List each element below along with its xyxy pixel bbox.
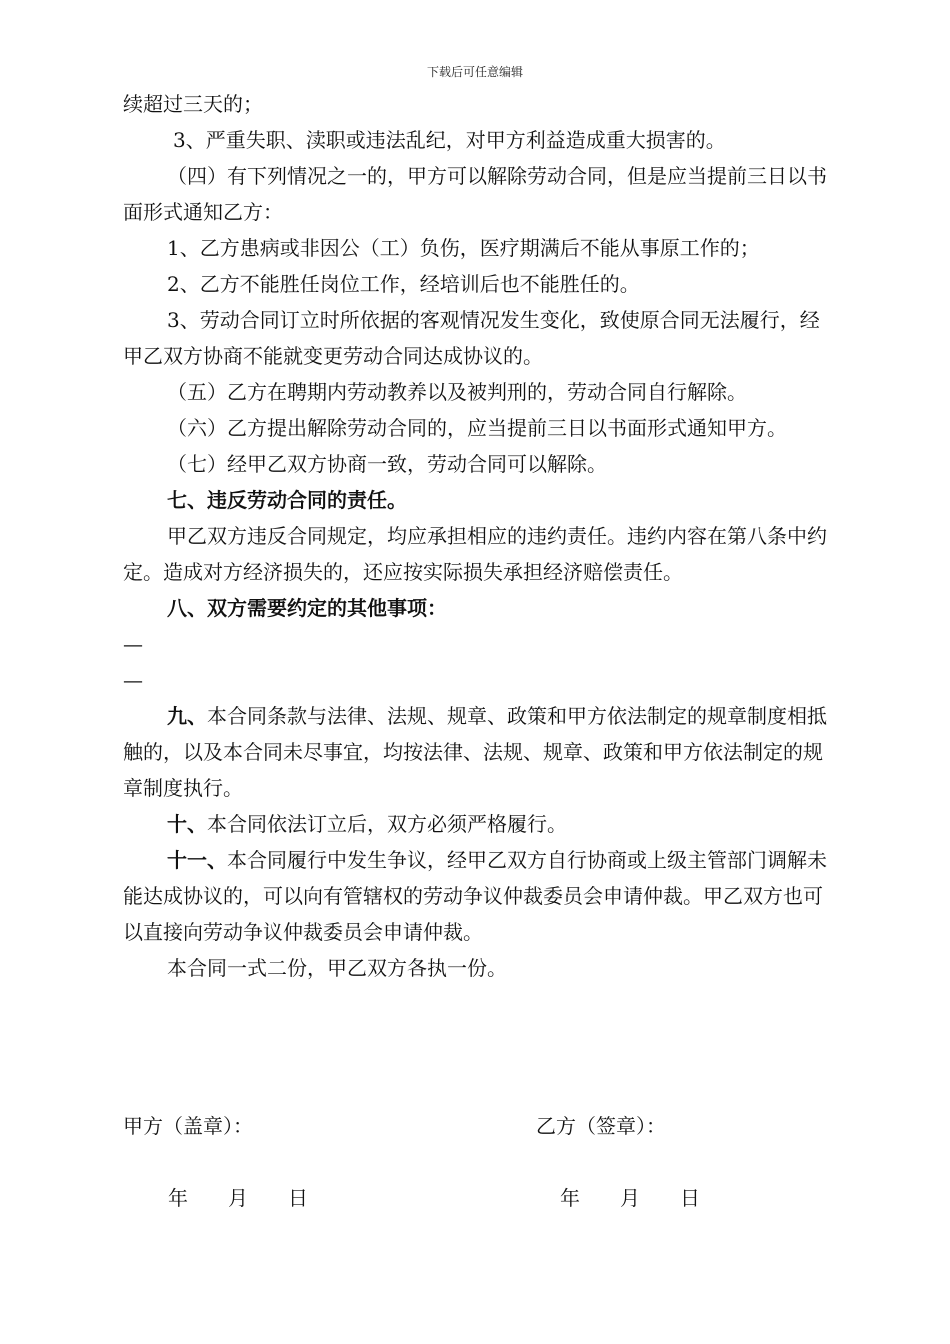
contract-body (123, 86, 828, 986)
paragraph-item-3a: 3、严重失职、渎职或违法乱纪，对甲方利益造成重大损害的。 (173, 128, 726, 152)
party-b-date: 年 月 日 (560, 1186, 700, 1210)
article-text: 本合同依法订立后，双方必须严格履行。 (207, 812, 567, 836)
paragraph-copies: 本合同一式二份，甲乙双方各执一份。 (167, 956, 507, 980)
paragraph-liability: 甲乙双方违反合同规定，均应承担相应的违约责任。违约内容在第八条中约定。造成对方经济损失的，还应按实际损失承担经济赔偿责任。 (123, 524, 827, 584)
party-a-date: 年 月 日 (168, 1186, 308, 1210)
article-number: 十一、 (167, 848, 227, 872)
paragraph-clause-4: （四）有下列情况之一的，甲方可以解除劳动合同，但是应当提前三日以书面形式通知乙方： (123, 164, 827, 224)
article-number: 九、 (167, 704, 207, 728)
article-number: 十、 (167, 812, 207, 836)
paragraph-article-11 (123, 842, 828, 950)
paragraph-item-1: 1、乙方患病或非因公（工）负伤，医疗期满后不能从事原工作的； (167, 236, 760, 260)
section-heading-8: 八、双方需要约定的其他事项： (167, 596, 447, 620)
paragraph-clause-6: （六）乙方提出解除劳动合同的，应当提前三日以书面形式通知甲方。 (167, 416, 787, 440)
paragraph-continuation: 续超过三天的； (123, 92, 263, 116)
section-heading-7: 七、违反劳动合同的责任。 (167, 488, 407, 512)
paragraph-clause-5: （五）乙方在聘期内劳动教养以及被判刑的，劳动合同自行解除。 (167, 380, 747, 404)
paragraph-article-9 (123, 698, 828, 806)
article-text: 本合同条款与法律、法规、规章、政策和甲方依法制定的规章制度相抵触的，以及本合同未尽事宜，均按法律、法规、规章、政策和甲方依法制定的规章制度执行。 (123, 704, 827, 800)
paragraph-item-2: 2、乙方不能胜任岗位工作，经培训后也不能胜任的。 (167, 272, 640, 296)
article-text: 本合同履行中发生争议，经甲乙双方自行协商或上级主管部门调解未能达成协议的，可以向有管辖权的劳动争议仲裁委员会申请仲裁。甲乙双方也可以直接向劳动争议仲裁委员会申请仲裁。 (123, 848, 827, 944)
paragraph-clause-7: （七）经甲乙双方协商一致，劳动合同可以解除。 (167, 452, 607, 476)
blank-line-2: — (123, 668, 143, 692)
paragraph-article-10 (123, 806, 828, 842)
page-header: 下载后可任意编辑 (426, 65, 523, 79)
blank-line-1: — (123, 632, 143, 656)
party-a-seal-label: 甲方（盖章）： (123, 1114, 253, 1138)
paragraph-item-3b: 3、劳动合同订立时所依据的客观情况发生变化，致使原合同无法履行，经甲乙双方协商不能就变更劳动合同达成协议的。 (123, 308, 820, 368)
party-b-signature-label: 乙方（签章）： (536, 1114, 666, 1138)
